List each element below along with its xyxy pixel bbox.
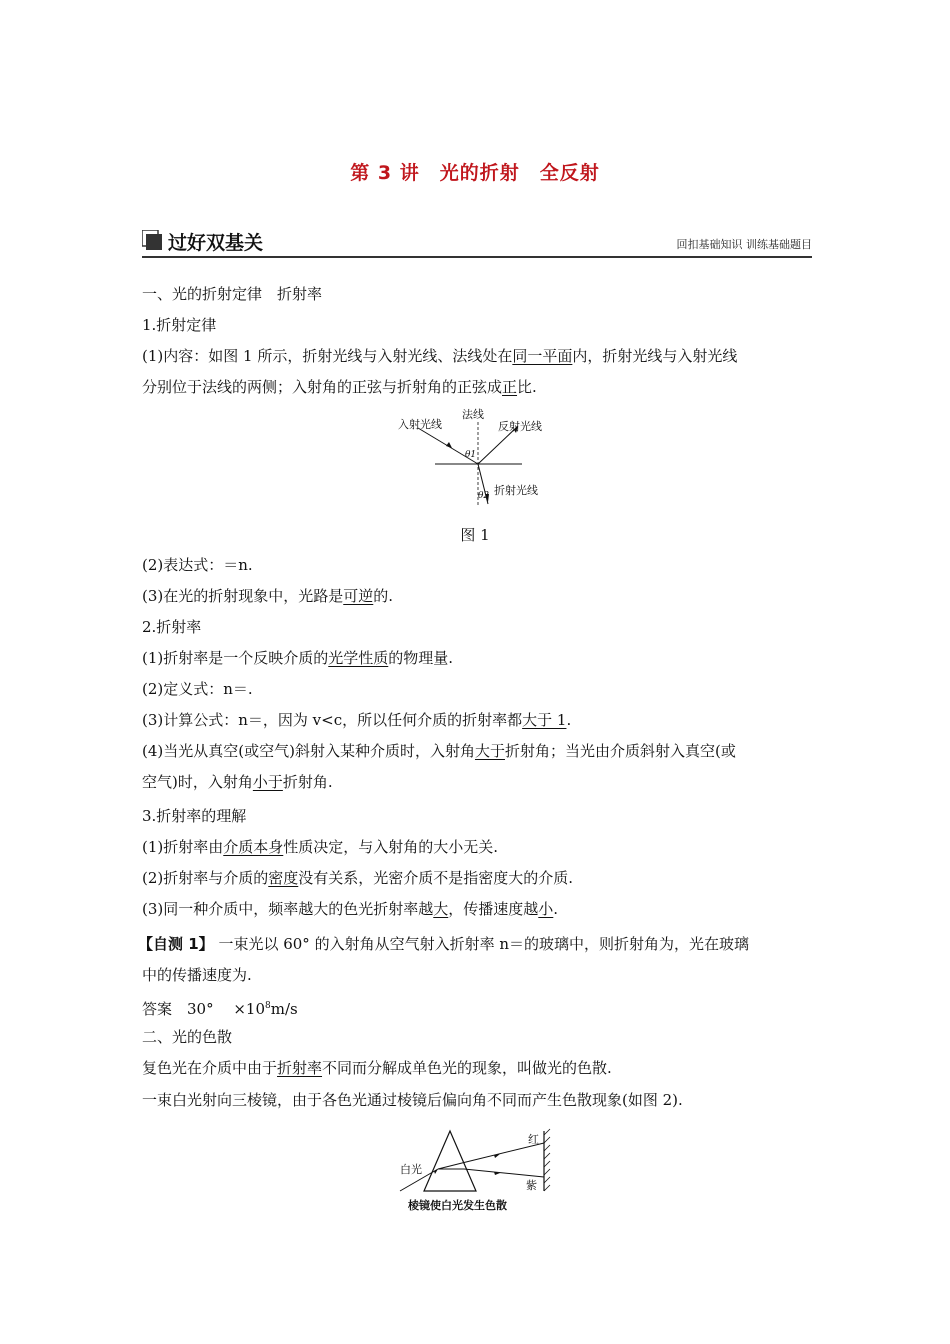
normal-label: 法线: [462, 408, 484, 421]
paragraph-line: [142, 710, 814, 730]
underlined-answer: 折射率: [277, 1059, 323, 1077]
incident-ray-label: 入射光线: [398, 418, 442, 431]
underlined-answer: 介质本身: [223, 838, 284, 856]
text: 复色光在介质中由于: [142, 1059, 278, 1077]
subheading-refractive-index: 2.折射率: [142, 618, 202, 636]
self-test-line: 中的传播速度为.: [142, 966, 252, 984]
section-banner: [142, 226, 812, 258]
white-light-label: 白光: [400, 1163, 422, 1176]
refraction-diagram: [380, 402, 560, 512]
underlined-answer: 可逆: [343, 587, 374, 605]
underlined-answer: 大于 1: [522, 711, 567, 729]
text: (1)内容：如图 1 所示，折射光线与入射光线、法线处在: [142, 347, 513, 365]
theta2-label: θ2: [478, 491, 490, 501]
paragraph-line: [142, 346, 814, 366]
paragraph-line: [142, 586, 814, 606]
text: (3)同一种介质中，频率越大的色光折射率越: [142, 900, 434, 918]
text: 分别位于法线的两侧；入射角的正弦与折射角的正弦成: [142, 378, 503, 396]
reflected-ray-label: 反射光线: [498, 420, 542, 433]
text: 的物理量.: [388, 649, 454, 667]
underlined-answer: 密度: [268, 869, 299, 887]
text: 答案 30° ×10: [142, 1000, 266, 1018]
paragraph-line: [142, 772, 814, 792]
subheading-understanding: 3.折射率的理解: [142, 807, 247, 825]
text: (2)折射率与介质的: [142, 869, 269, 887]
self-test-line: [138, 934, 810, 954]
theta1-label: θ1: [465, 450, 477, 460]
text: (3)计算公式：n＝，因为 v<c，所以任何介质的折射率都: [142, 711, 523, 729]
paragraph-line: (2)定义式：n＝.: [142, 680, 253, 698]
paragraph-line: [142, 648, 814, 668]
text: 空气)时，入射角: [142, 773, 253, 791]
text: 内，折射光线与入射光线: [572, 347, 738, 365]
text: 的.: [373, 587, 394, 605]
red-label: 红: [528, 1133, 539, 1146]
text: 比.: [517, 378, 537, 396]
underlined-answer: 正: [502, 378, 518, 396]
violet-label: 紫: [526, 1179, 537, 1192]
paragraph-line: [142, 1058, 814, 1078]
paragraph-line: [142, 741, 814, 761]
underlined-answer: 大于: [474, 742, 505, 760]
underlined-answer: 光学性质: [328, 649, 389, 667]
superscript: 8: [265, 1001, 271, 1011]
subheading-refraction-law: 1.折射定律: [142, 316, 217, 334]
figure1-caption: 图 1: [460, 526, 490, 544]
text: 不同而分解成单色光的现象，叫做光的色散.: [322, 1059, 612, 1077]
text: 折射角；当光由介质斜射入真空(或: [504, 742, 736, 760]
text: (4)当光从真空(或空气)斜射入某种介质时，入射角: [142, 742, 475, 760]
paragraph-line: 一束白光射向三棱镜，由于各色光通过棱镜后偏向角不同而产生色散现象(如图 2).: [142, 1091, 683, 1109]
text: 折射角.: [282, 773, 333, 791]
banner-title: 过好双基关: [168, 232, 264, 254]
underlined-answer: 小于: [252, 773, 283, 791]
text: (3)在光的折射现象中，光路是: [142, 587, 344, 605]
paragraph-line: [142, 899, 814, 919]
page-title: 第 3 讲 光的折射 全反射: [350, 162, 600, 184]
prism-dispersion-diagram: [394, 1125, 564, 1215]
paragraph-line: [142, 377, 814, 397]
text: ，传播速度越: [448, 900, 539, 918]
text: .: [566, 711, 572, 729]
underlined-answer: 小: [538, 900, 554, 918]
text: 没有关系，光密介质不是指密度大的介质.: [298, 869, 574, 887]
text: (1)折射率由: [142, 838, 224, 856]
paragraph-line: [142, 837, 814, 857]
text: .: [553, 900, 559, 918]
underlined-answer: 同一平面: [512, 347, 573, 365]
text: m/s: [270, 1000, 298, 1018]
paragraph-line: (2)表达式：＝n.: [142, 556, 253, 574]
text: 一束光以 60° 的入射角从空气射入折射率 n＝的玻璃中，则折射角为，光在玻璃: [213, 935, 749, 953]
refracted-ray-label: 折射光线: [494, 484, 538, 497]
section1-heading: 一、光的折射定律 折射率: [142, 285, 323, 303]
section2-heading: 二、光的色散: [142, 1028, 233, 1046]
banner-square-icon: [142, 230, 162, 250]
underlined-answer: 大: [433, 900, 449, 918]
text: 性质决定，与入射角的大小无关.: [283, 838, 499, 856]
self-test-tag: 【自测 1】: [138, 935, 214, 953]
text: (1)折射率是一个反映介质的: [142, 649, 329, 667]
figure2-caption: 棱镜使白光发生色散: [408, 1199, 507, 1212]
paragraph-line: [142, 868, 814, 888]
banner-subtitle: 回扣基础知识 训练基础题目: [676, 238, 812, 251]
answer-line: [142, 996, 814, 1019]
